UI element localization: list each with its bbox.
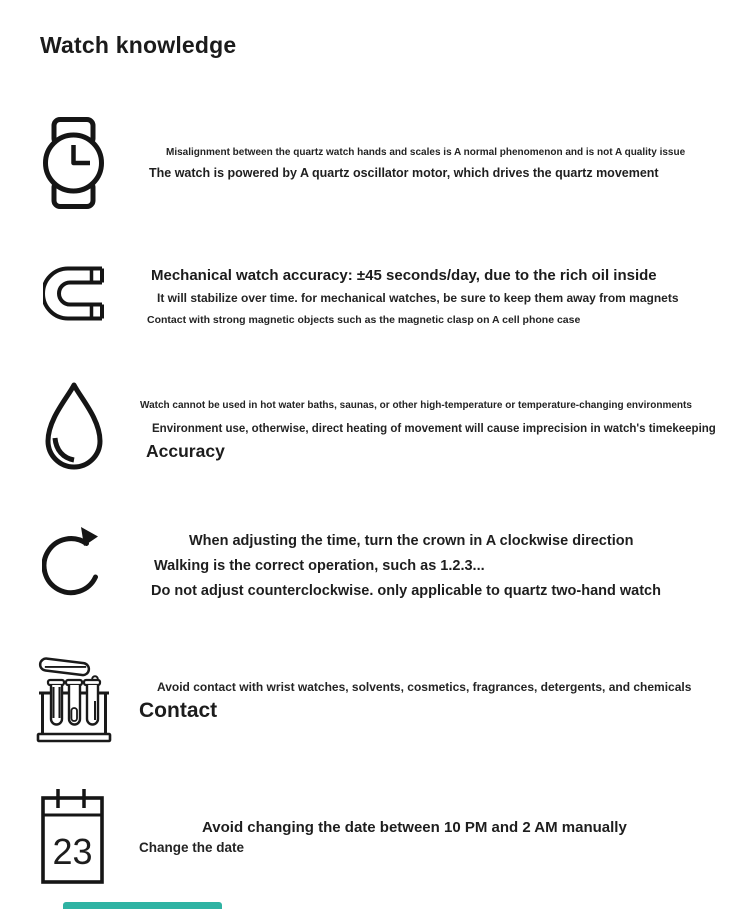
teal-bar-partial: [63, 902, 222, 909]
clockwise-arrow-icon: [42, 525, 105, 602]
note-avoid-date-change: Avoid changing the date between 10 PM and 2 AM manually: [202, 819, 627, 836]
note-mechanical-accuracy: Mechanical watch accuracy: ±45 seconds/day, due to the rich oil inside: [151, 267, 657, 284]
test-tubes-icon: [36, 646, 112, 746]
magnet-icon: [43, 266, 104, 321]
note-heating-imprecision: Environment use, otherwise, direct heating of movement will cause imprecision in watch's timekeeping: [152, 423, 716, 435]
label-contact: Contact: [139, 699, 218, 722]
calendar-day: 23: [52, 831, 93, 872]
note-turn-crown-clockwise: When adjusting the time, turn the crown in A clockwise direction: [189, 533, 634, 549]
note-keep-away-magnets: It will stabilize over time. for mechanical watches, be sure to keep them away from magnets: [157, 291, 679, 305]
note-avoid-chemicals: Avoid contact with wrist watches, solvents, cosmetics, fragrances, detergents, and chemicals: [157, 680, 692, 694]
label-change-the-date: Change the date: [139, 840, 245, 855]
note-walking-correct: Walking is the correct operation, such as 1.2.3...: [154, 558, 485, 574]
water-drop-icon: [41, 380, 107, 474]
note-magnetic-objects: Contact with strong magnetic objects such as the magnetic clasp on A cell phone case: [147, 314, 581, 326]
label-accuracy: Accuracy: [146, 441, 225, 461]
page-title: Watch knowledge: [40, 32, 237, 58]
wristwatch-icon: [42, 117, 105, 209]
note-no-counterclockwise: Do not adjust counterclockwise. only applicable to quartz two-hand watch: [151, 583, 661, 599]
note-hot-water: Watch cannot be used in hot water baths, saunas, or other high-temperature or temperature-changing environments: [140, 400, 692, 411]
note-quartz-misalignment: Misalignment between the quartz watch hands and scales is A normal phenomenon and is not A quality issue: [166, 147, 686, 158]
calendar-icon: [41, 787, 104, 885]
note-quartz-movement: The watch is powered by A quartz oscillator motor, which drives the quartz movement: [149, 166, 659, 180]
